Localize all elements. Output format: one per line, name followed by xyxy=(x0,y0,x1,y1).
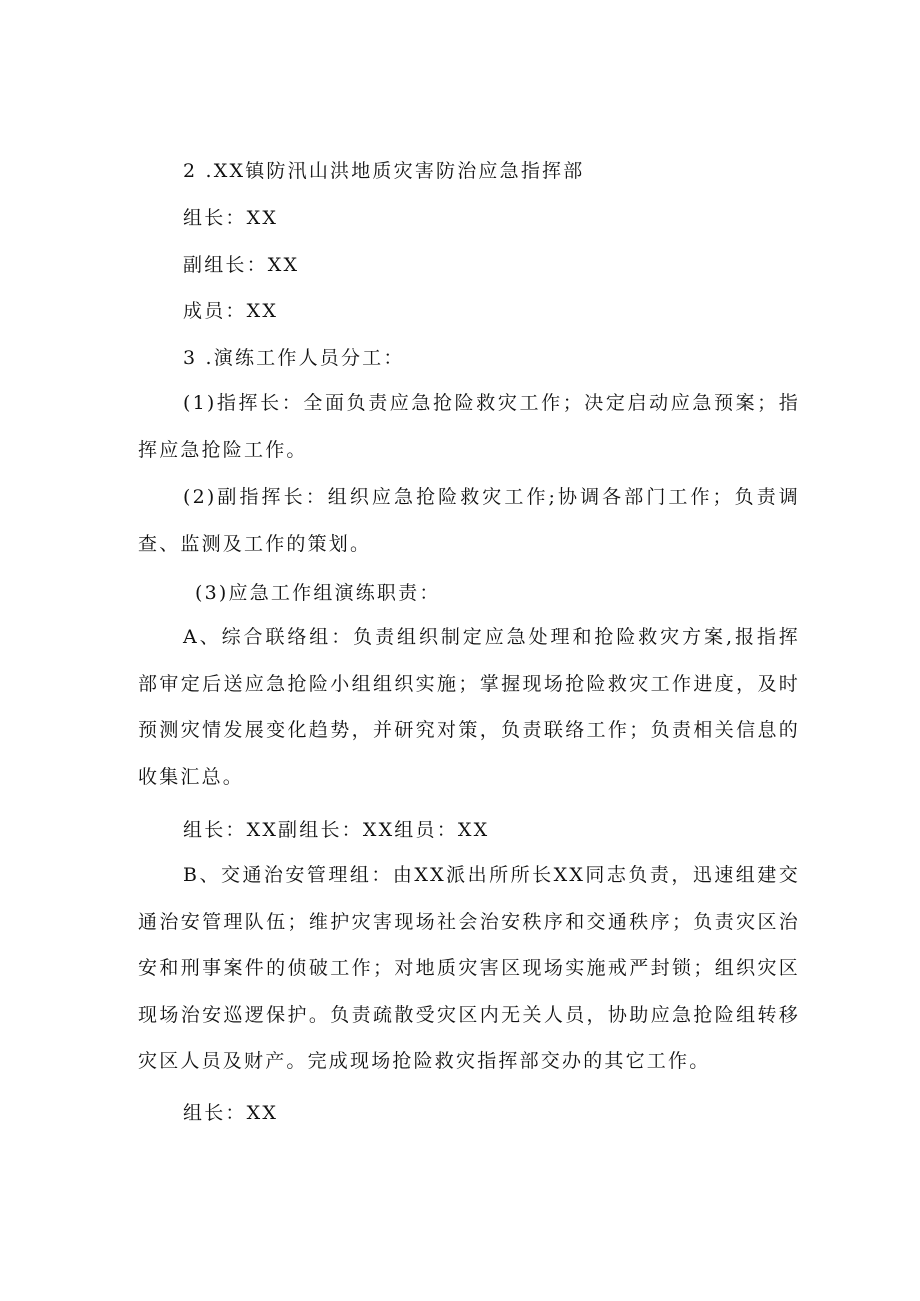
staff-line: 组长：XX xyxy=(183,1102,279,1124)
subsection-heading: (3)应急工作组演练职责： xyxy=(195,582,441,604)
section-heading: 3 .演练工作人员分工： xyxy=(183,347,405,369)
group-paragraph: A、综合联络组：负责组织制定应急处理和抢险救灾方案,报指挥部审定后送应急抢险小组组织实施；掌握现场抢险救灾工作进度，及时预测灾情发展变化趋势，并研究对策，负责联络工作；负责相关信息的收集汇总。 xyxy=(138,626,800,788)
duty-paragraph: (1)指挥长：全面负责应急抢险救灾工作；决定启动应急预案；指挥应急抢险工作。 xyxy=(138,392,800,461)
section-heading: 2 .XX镇防汛山洪地质灾害防治应急指挥部 xyxy=(183,160,585,182)
deputy-leader-line: 副组长：XX xyxy=(183,254,300,276)
leader-line: 组长：XX xyxy=(183,207,279,229)
duty-paragraph: (2)副指挥长：组织应急抢险救灾工作;协调各部门工作；负责调查、监测及工作的策划。 xyxy=(138,486,800,555)
staff-line: 组长：XX副组长：XX组员：XX xyxy=(183,819,490,841)
group-paragraph: B、交通治安管理组：由XX派出所所长XX同志负责，迅速组建交通治安管理队伍；维护灾害现场社会治安秩序和交通秩序；负责灾区治安和刑事案件的侦破工作；对地质灾害区现场实施戒严封锁；组织灾区现场治安巡逻保护。负责疏散受灾区内无关人员，协助应急抢险组转移灾区人员及财产。完成现场抢险救灾指挥部交办的其它工作。 xyxy=(138,864,800,1073)
members-line: 成员：XX xyxy=(183,300,279,322)
